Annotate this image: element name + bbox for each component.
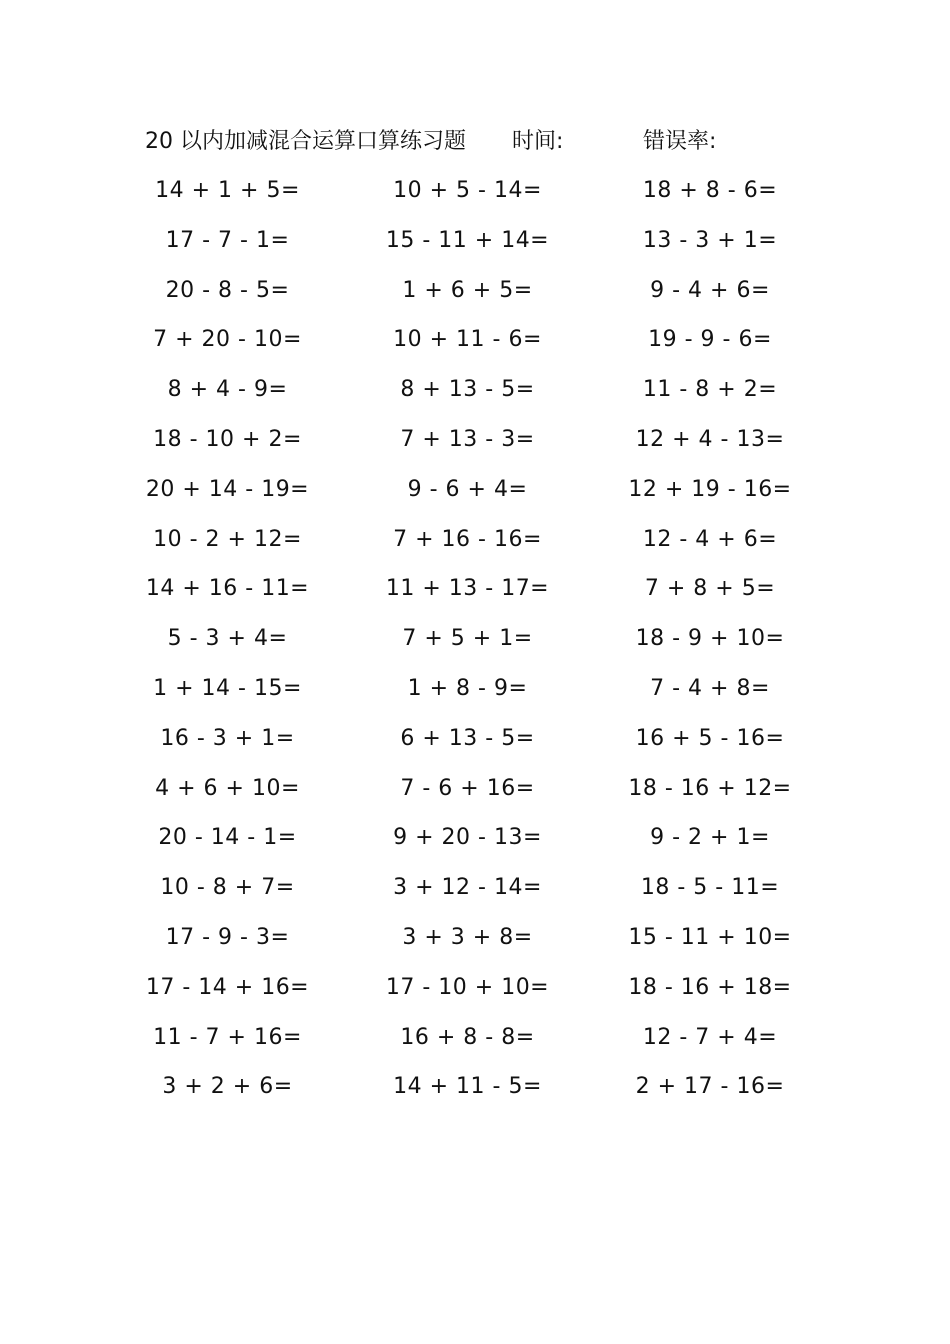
problem-row [140,813,800,863]
problem: 16 + 5 - 16= [635,725,785,751]
problem: 7 + 16 - 16= [393,526,542,552]
problem-row [140,365,800,415]
problem: 11 - 7 + 16= [153,1024,302,1050]
problem-row [140,266,800,316]
problem-grid [140,166,800,1126]
problem: 12 - 4 + 6= [642,526,778,552]
problem: 10 - 8 + 7= [160,875,295,901]
problem-row [140,664,800,714]
problem: 12 + 19 - 16= [628,476,792,502]
problem-row [140,913,800,963]
problem: 4 + 6 + 10= [155,775,300,801]
problem: 10 + 5 - 14= [393,178,542,203]
problem: 7 + 8 + 5= [644,576,776,602]
problem: 1 + 8 - 9= [407,675,528,701]
problem: 17 - 10 + 10= [385,974,550,1000]
problem: 17 - 9 - 3= [165,924,290,950]
problem: 2 + 17 - 16= [635,1074,785,1100]
problem-row [140,564,800,614]
problem: 7 - 6 + 16= [400,775,535,801]
problem: 7 + 13 - 3= [400,426,535,452]
problem: 9 - 4 + 6= [650,277,770,303]
problem: 18 + 8 - 6= [642,178,778,203]
worksheet-title: 20 以内加减混合运算口算练习题 [145,129,466,154]
problem: 3 + 3 + 8= [402,924,533,950]
problem: 19 - 9 - 6= [648,327,772,353]
problem: 7 + 20 - 10= [153,327,302,353]
problem: 18 - 5 - 11= [640,875,780,901]
problem: 5 - 3 + 4= [167,626,288,652]
problem: 12 + 4 - 13= [635,426,785,452]
problem: 16 - 3 + 1= [160,725,295,751]
problem-row [140,614,800,664]
problem: 8 + 4 - 9= [167,377,288,403]
problem: 9 - 2 + 1= [650,825,770,851]
worksheet-header [0,124,950,160]
problem: 20 - 14 - 1= [158,825,297,851]
problem: 17 - 7 - 1= [165,227,290,253]
problem-row [140,465,800,515]
problem: 14 + 11 - 5= [393,1074,542,1100]
problem: 8 + 13 - 5= [400,377,535,403]
problem: 16 + 8 - 8= [400,1024,535,1050]
problem-row [140,714,800,764]
problem: 17 - 14 + 16= [145,974,310,1000]
problem-row [140,415,800,465]
problem: 18 - 9 + 10= [635,626,785,652]
problem-row [140,315,800,365]
problem: 1 + 6 + 5= [402,277,533,303]
problem: 14 + 1 + 5= [155,178,300,203]
problem: 3 + 12 - 14= [393,875,542,901]
problem-row [140,515,800,565]
problem: 9 - 6 + 4= [407,476,528,502]
problem: 18 - 16 + 12= [628,775,792,801]
problem: 11 + 13 - 17= [385,576,550,602]
problem: 6 + 13 - 5= [400,725,535,751]
problem-row [140,863,800,913]
problem: 10 + 11 - 6= [393,327,542,353]
problem: 14 + 16 - 11= [145,576,310,602]
problem: 20 - 8 - 5= [165,277,290,303]
problem: 10 - 2 + 12= [153,526,302,552]
time-label: 时间: [512,129,564,154]
problem-row [140,166,800,216]
error-rate-label: 错误率: [643,129,717,154]
problem: 20 + 14 - 19= [145,476,310,502]
problem: 3 + 2 + 6= [162,1074,293,1100]
problem: 11 - 8 + 2= [642,377,778,403]
problem-row [140,1062,800,1112]
problem-row [140,1013,800,1063]
problem: 9 + 20 - 13= [393,825,542,851]
problem: 7 + 5 + 1= [402,626,533,652]
problem: 13 - 3 + 1= [642,227,778,253]
problem: 18 - 10 + 2= [153,426,302,452]
problem: 15 - 11 + 10= [628,924,792,950]
problem: 12 - 7 + 4= [642,1024,778,1050]
problem: 1 + 14 - 15= [153,675,302,701]
problem-row [140,963,800,1013]
problem: 15 - 11 + 14= [385,227,550,253]
problem-row [140,216,800,266]
problem-row [140,764,800,814]
problem: 7 - 4 + 8= [650,675,770,701]
problem: 18 - 16 + 18= [628,974,792,1000]
